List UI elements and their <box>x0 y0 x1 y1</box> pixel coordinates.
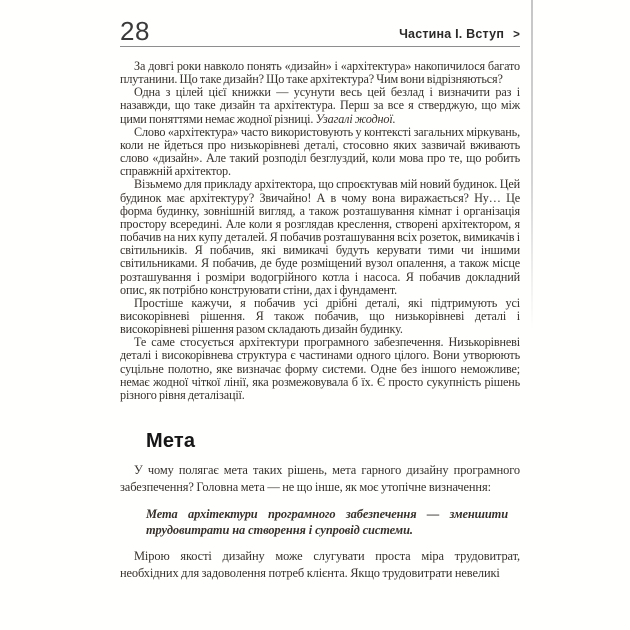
page-number: 28 <box>120 16 150 46</box>
paragraph: Простіше кажучи, я побачив усі дрібні деталі, які підтримують усі високорівневі рішення. Я також побачив, що низькорівневі деталі і високорівневі рішення разом складають дизайн будинку. <box>120 295 520 337</box>
quote-block: Мета архітектури програмного забезпечення — зменшити трудовитрати на створення і супровід системи. <box>146 506 508 538</box>
page-header <box>120 18 520 47</box>
page-edge-shadow <box>531 0 533 330</box>
section-after-paragraph: Мірою якості дизайну може слугувати проста міра трудовитрат, необхідних для задоволення потреб клієнта. Якщо трудовитрати невеликі <box>120 549 520 581</box>
paragraph: Слово «архітектура» часто використовують у контексті загальних міркувань, коли не йдеться про низькорівневі деталі, стосовно яких зазвичай вживають слово «дизайн». Але такий розподіл безглуздий, коли мова про те, що робить справжній архітектор. <box>120 124 520 179</box>
paragraph: Візьмемо для прикладу архітектора, що спроєктував мій новий будинок. Цей будинок має архітектуру? Звичайно! А в чому вона виражається? Ну… Це форма будинку, зовнішній вигляд, а також розташування кімнат і організація простору всередині. Але коли я розглядав креслення, створені архітектором, я побачив на них купу деталей. Я побачив розташування всіх розеток, вимикачів і світильників. Я побачив, які вимикачі будуть керувати тими чи іншими світильниками. Я побачив, де буде розміщений вузол опалення, а також місце розташування і розміри водогрійного котла і насоса. Я побачив докладний опис, як потрібно конструювати стіни, дах і фундамент. <box>120 177 520 297</box>
body-text <box>120 60 520 402</box>
paragraph <box>120 86 520 125</box>
page-content <box>120 18 520 582</box>
running-head-label: Частина І. Вступ <box>399 27 505 41</box>
paragraph: Те саме стосується архітектури програмного забезпечення. Низькорівневі деталі і високорівнева структура є частинами одного цілого. Вони утворюють суцільне полотно, яке визначає форму системи. Одне без іншого неможливе; немає жодної чіткої лінії, яка розмежовувала б їх. Є просто сукупність рішень різного рівня деталізації. <box>120 335 520 402</box>
section-heading: Мета <box>146 430 196 453</box>
running-head <box>399 27 520 44</box>
paragraph-text: Одна з цілей цієї книжки — усунути весь цей безлад і визначити раз і назавжди, що таке дизайн та архітектура. Перш за все я стверджую, що між цими поняттями немає жодної різниці. <box>120 85 520 126</box>
section-intro-paragraph: У чому полягає мета таких рішень, мета гарного дизайну програмного забезпечення? Головна мета — не що інше, як моє утопічне визначення: <box>120 463 520 494</box>
chevron-right-icon: > <box>513 29 520 41</box>
paragraph-emphasis: Узагалі жодної. <box>315 111 396 126</box>
paragraph: За довгі роки навколо понять «дизайн» і «архітектура» накопичилося багато плутанини. Що таке дизайн? Що таке архітектура? Чим вони відрізняються? <box>120 59 520 87</box>
